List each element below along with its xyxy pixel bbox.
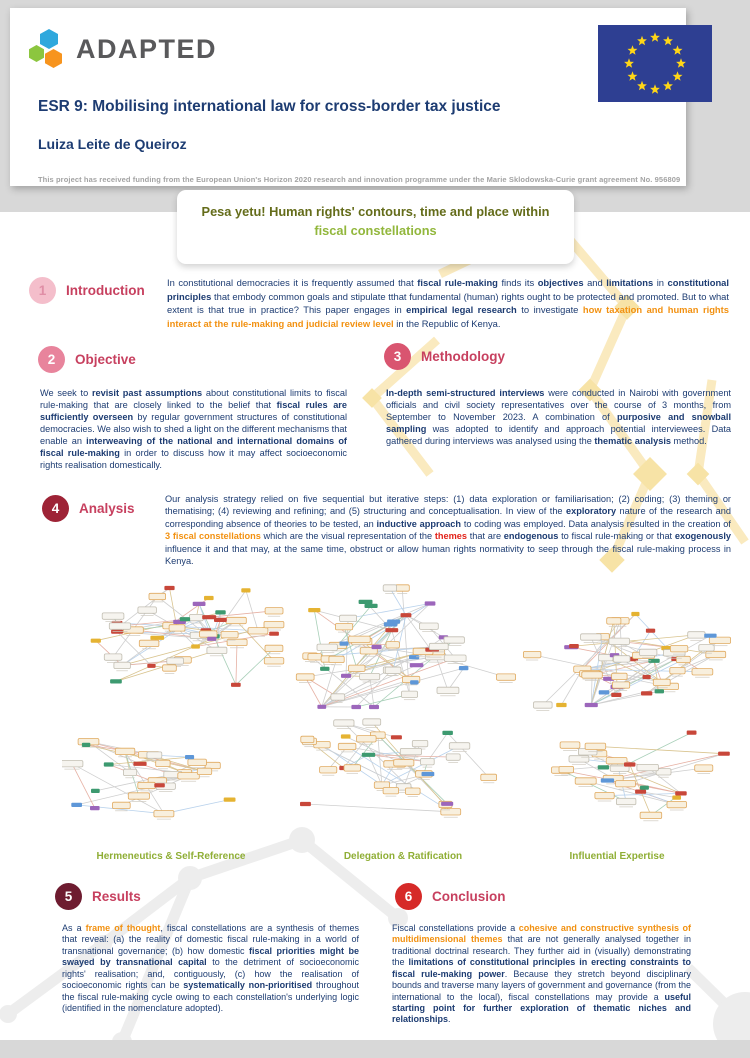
network-figure-hermeneutics-bottom <box>62 716 292 848</box>
author-name: Luiza Leite de Queiroz <box>38 136 187 152</box>
section-1-number-badge: 1 <box>29 277 56 304</box>
section-3-number-badge: 3 <box>384 343 411 370</box>
section-2-title: Objective <box>75 352 136 367</box>
eu-flag <box>598 25 712 102</box>
conclusion-text: Fiscal constellations provide a cohesive and constructive synthesis of multidimensional themes that are not generally analysed together in traditional doctrinal research. They further aid in (visually) demonstrating the limitations of constitutional principles in erecting constraints to fiscal rule-making power. Because they stretch beyond disciplinary bounds and traverse many layers of government and governance (from the international to the local), fiscal constellations may provide a useful starting point for further exploration of thematic niches and relationships. <box>392 923 692 1025</box>
constellation-label-delegation: Delegation & Ratification <box>343 851 463 862</box>
poster-title-card <box>177 190 574 264</box>
constellation-label-expertise: Influential Expertise <box>569 851 665 862</box>
hexagon-orange-icon <box>45 49 62 68</box>
network-figure-delegation-bottom <box>292 716 522 848</box>
network-figure-expertise-top <box>502 580 732 712</box>
section-2-number-badge: 2 <box>38 346 65 373</box>
section-methodology-header <box>384 343 505 370</box>
objective-text: We seek to revisit past assumptions about constitutional limits to fiscal rule-making that are closely linked to the belief that fiscal rules are sufficiently overseen by regular government structures of constitutional democracies. We also wish to shed a light on the different mechanisms that enable an interweaving of the national and international domains of fiscal rule-making in order to discuss how it may affect socioeconomic rights realisation domestically. <box>40 388 348 470</box>
section-5-title: Results <box>92 889 141 904</box>
network-figure-expertise-bottom <box>506 716 736 848</box>
network-figure-delegation-top <box>288 582 518 714</box>
section-results-header <box>55 883 141 910</box>
section-conclusion-header <box>395 883 506 910</box>
network-figure-hermeneutics-top <box>56 582 286 714</box>
adapted-logo <box>28 28 217 70</box>
analysis-text: Our analysis strategy relied on five sequential but iterative steps: (1) data exploration or familiarisation; (2) coding; (3) theming or thematising; (4) reviewing and refining; and (5) structuring and conceptualisation. In view of the exploratory nature of the research and corresponding absence of theories to be tested, an inductive approach to coding was employed. Data analysis resulted in the creation of 3 fiscal constellations which are the visual representation of the themes that are endogenous to fiscal rule-making or that exogenously influence it and that may, at the same time, obstruct or allow human rights normativity to seep through the fiscal rule-making process in Kenya. <box>165 494 732 567</box>
constellation-label-hermeneutics: Hermeneutics & Self-Reference <box>96 851 246 862</box>
poster-title-line1: Pesa yetu! Human rights' contours, time and place within <box>201 204 550 219</box>
header-card <box>10 8 686 186</box>
adapted-logo-hexagons-icon <box>28 28 68 70</box>
section-6-title: Conclusion <box>432 889 506 904</box>
introduction-text: In constitutional democracies it is frequently assumed that fiscal rule-making finds its objectives and limitations in constitutional principles that embody common goals and stipulate tthat fundamental (human) rights ought to be protected and promoted. But to what extent is that true in practice? This paper engages in empirical legal research to investigate how taxation and human rights interact at the rule-making and judicial review level in the Republic of Kenya. <box>167 277 730 329</box>
methodology-text: In-depth semi-structured interviews were conducted in Nairobi with government officials and civil society representatives over the course of 3 months, from September to November 2023. A combination of purposive and snowball sampling was adopted to identify and approach potential interviewees. Data gathered during interviews was analysed using the thematic analysis method. <box>386 388 731 446</box>
section-introduction-header <box>29 277 145 304</box>
section-objective-header <box>38 346 136 373</box>
adapted-logo-text: ADAPTED <box>76 33 218 64</box>
section-4-number-badge: 4 <box>42 495 69 522</box>
section-3-title: Methodology <box>421 349 505 364</box>
funding-note: This project has received funding from the European Union's Horizon 2020 research and innovation programme under the Marie Sklodowska-Curie grant agreement No. 956809 <box>38 175 681 184</box>
section-analysis-header <box>42 495 135 522</box>
hexagon-blue-icon <box>40 29 58 49</box>
section-6-number-badge: 6 <box>395 883 422 910</box>
eu-flag-stars-icon <box>598 25 712 102</box>
hexagon-green-icon <box>29 45 44 62</box>
section-1-title: Introduction <box>66 283 145 298</box>
section-4-title: Analysis <box>79 501 135 516</box>
results-text: As a frame of thought, fiscal constellations are a synthesis of themes that reveal: (a) the reality of domestic fiscal rule-making in a world of transnational governance; (b) how domestic fiscal priorities might be swayed by transnational capital to the detriment of socioeconomic rights' realisation; and, contiguously, (c) how the realisation of socioeconomic rights can be systematically non-prioritised throughout the fiscal rule-making cycle owing to each constellation's underlying logic (identified in the nomenclature adopted). <box>62 923 359 1013</box>
project-title: ESR 9: Mobilising international law for cross-border tax justice <box>38 98 501 115</box>
section-5-number-badge: 5 <box>55 883 82 910</box>
poster-title-line2: fiscal constellations <box>314 222 437 238</box>
